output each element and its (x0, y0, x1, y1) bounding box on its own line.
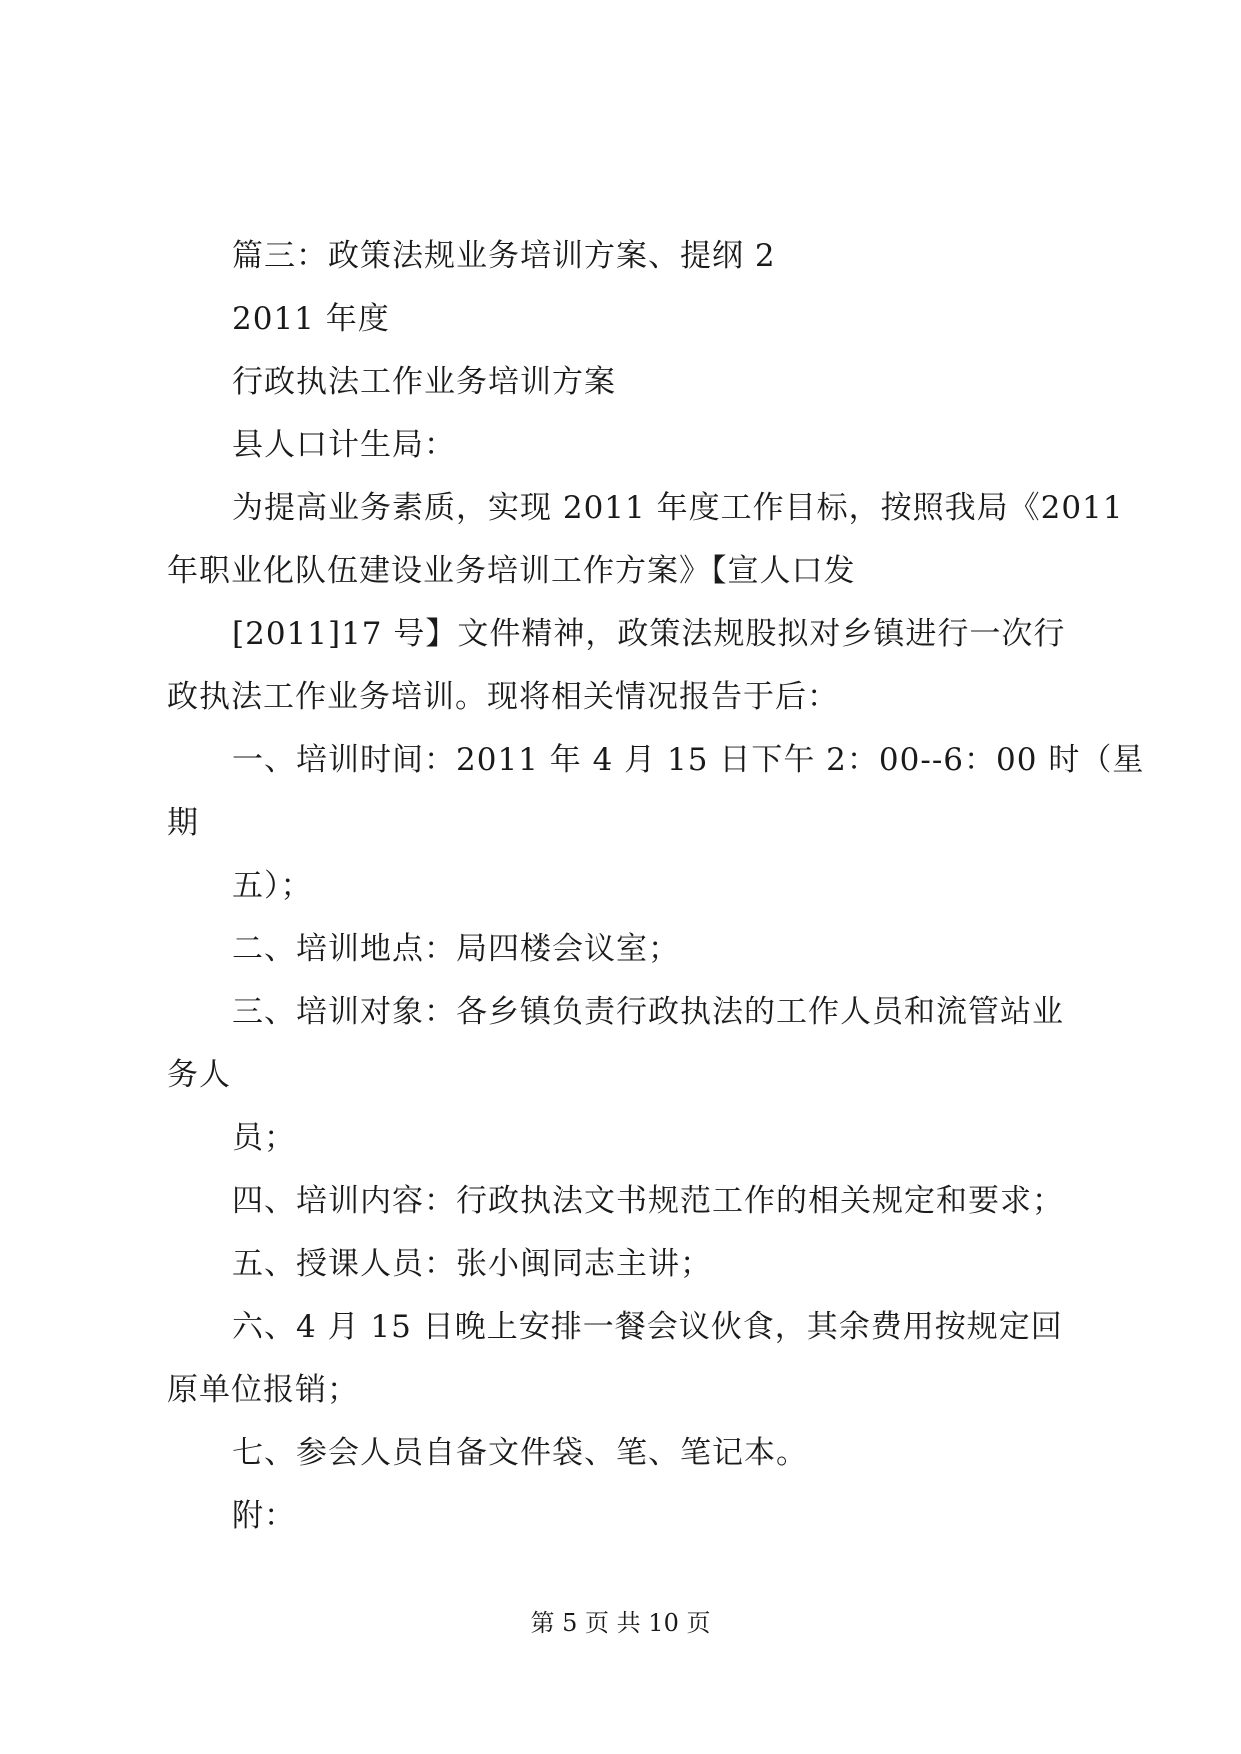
item-audience: 三、培训对象：各乡镇负责行政执法的工作人员和流管站业 (232, 994, 1064, 1030)
item-meal-cont: 原单位报销； (167, 1372, 359, 1408)
paragraph-line-4: 政执法工作业务培训。现将相关情况报告于后： (167, 679, 839, 715)
section-heading: 篇三：政策法规业务培训方案、提纲 2 (232, 238, 776, 274)
item-content: 四、培训内容：行政执法文书规范工作的相关规定和要求； (232, 1183, 1064, 1219)
item-audience-cont: 务人 (167, 1057, 231, 1093)
paragraph-line-1: 为提高业务素质，实现 2011 年度工作目标，按照我局《2011 (232, 490, 1124, 526)
addressee: 县人口计生局： (232, 427, 456, 463)
page-footer: 第 5 页 共 10 页 (530, 1609, 711, 1637)
item-time: 一、培训时间：2011 年 4 月 15 日下午 2：00--6：00 时（星 (232, 742, 1145, 778)
item-meal: 六、4 月 15 日晚上安排一餐会议伙食，其余费用按规定回 (232, 1309, 1063, 1345)
item-location: 二、培训地点：局四楼会议室； (232, 931, 680, 967)
item-supplies: 七、参会人员自备文件袋、笔、笔记本。 (232, 1435, 808, 1471)
paragraph-line-3: [2011]17 号】文件精神，政策法规股拟对乡镇进行一次行 (232, 616, 1066, 652)
item-time-cont-2: 五）； (232, 868, 313, 904)
attachment-label: 附： (232, 1498, 296, 1534)
item-audience-cont-2: 员； (232, 1120, 296, 1156)
item-lecturer: 五、授课人员：张小闽同志主讲； (232, 1246, 712, 1282)
plan-title: 行政执法工作业务培训方案 (232, 364, 616, 400)
item-time-cont: 期 (167, 805, 199, 841)
paragraph-line-2: 年职业化队伍建设业务培训工作方案》【宣人口发 (167, 553, 856, 589)
year-line: 2011 年度 (232, 301, 390, 337)
